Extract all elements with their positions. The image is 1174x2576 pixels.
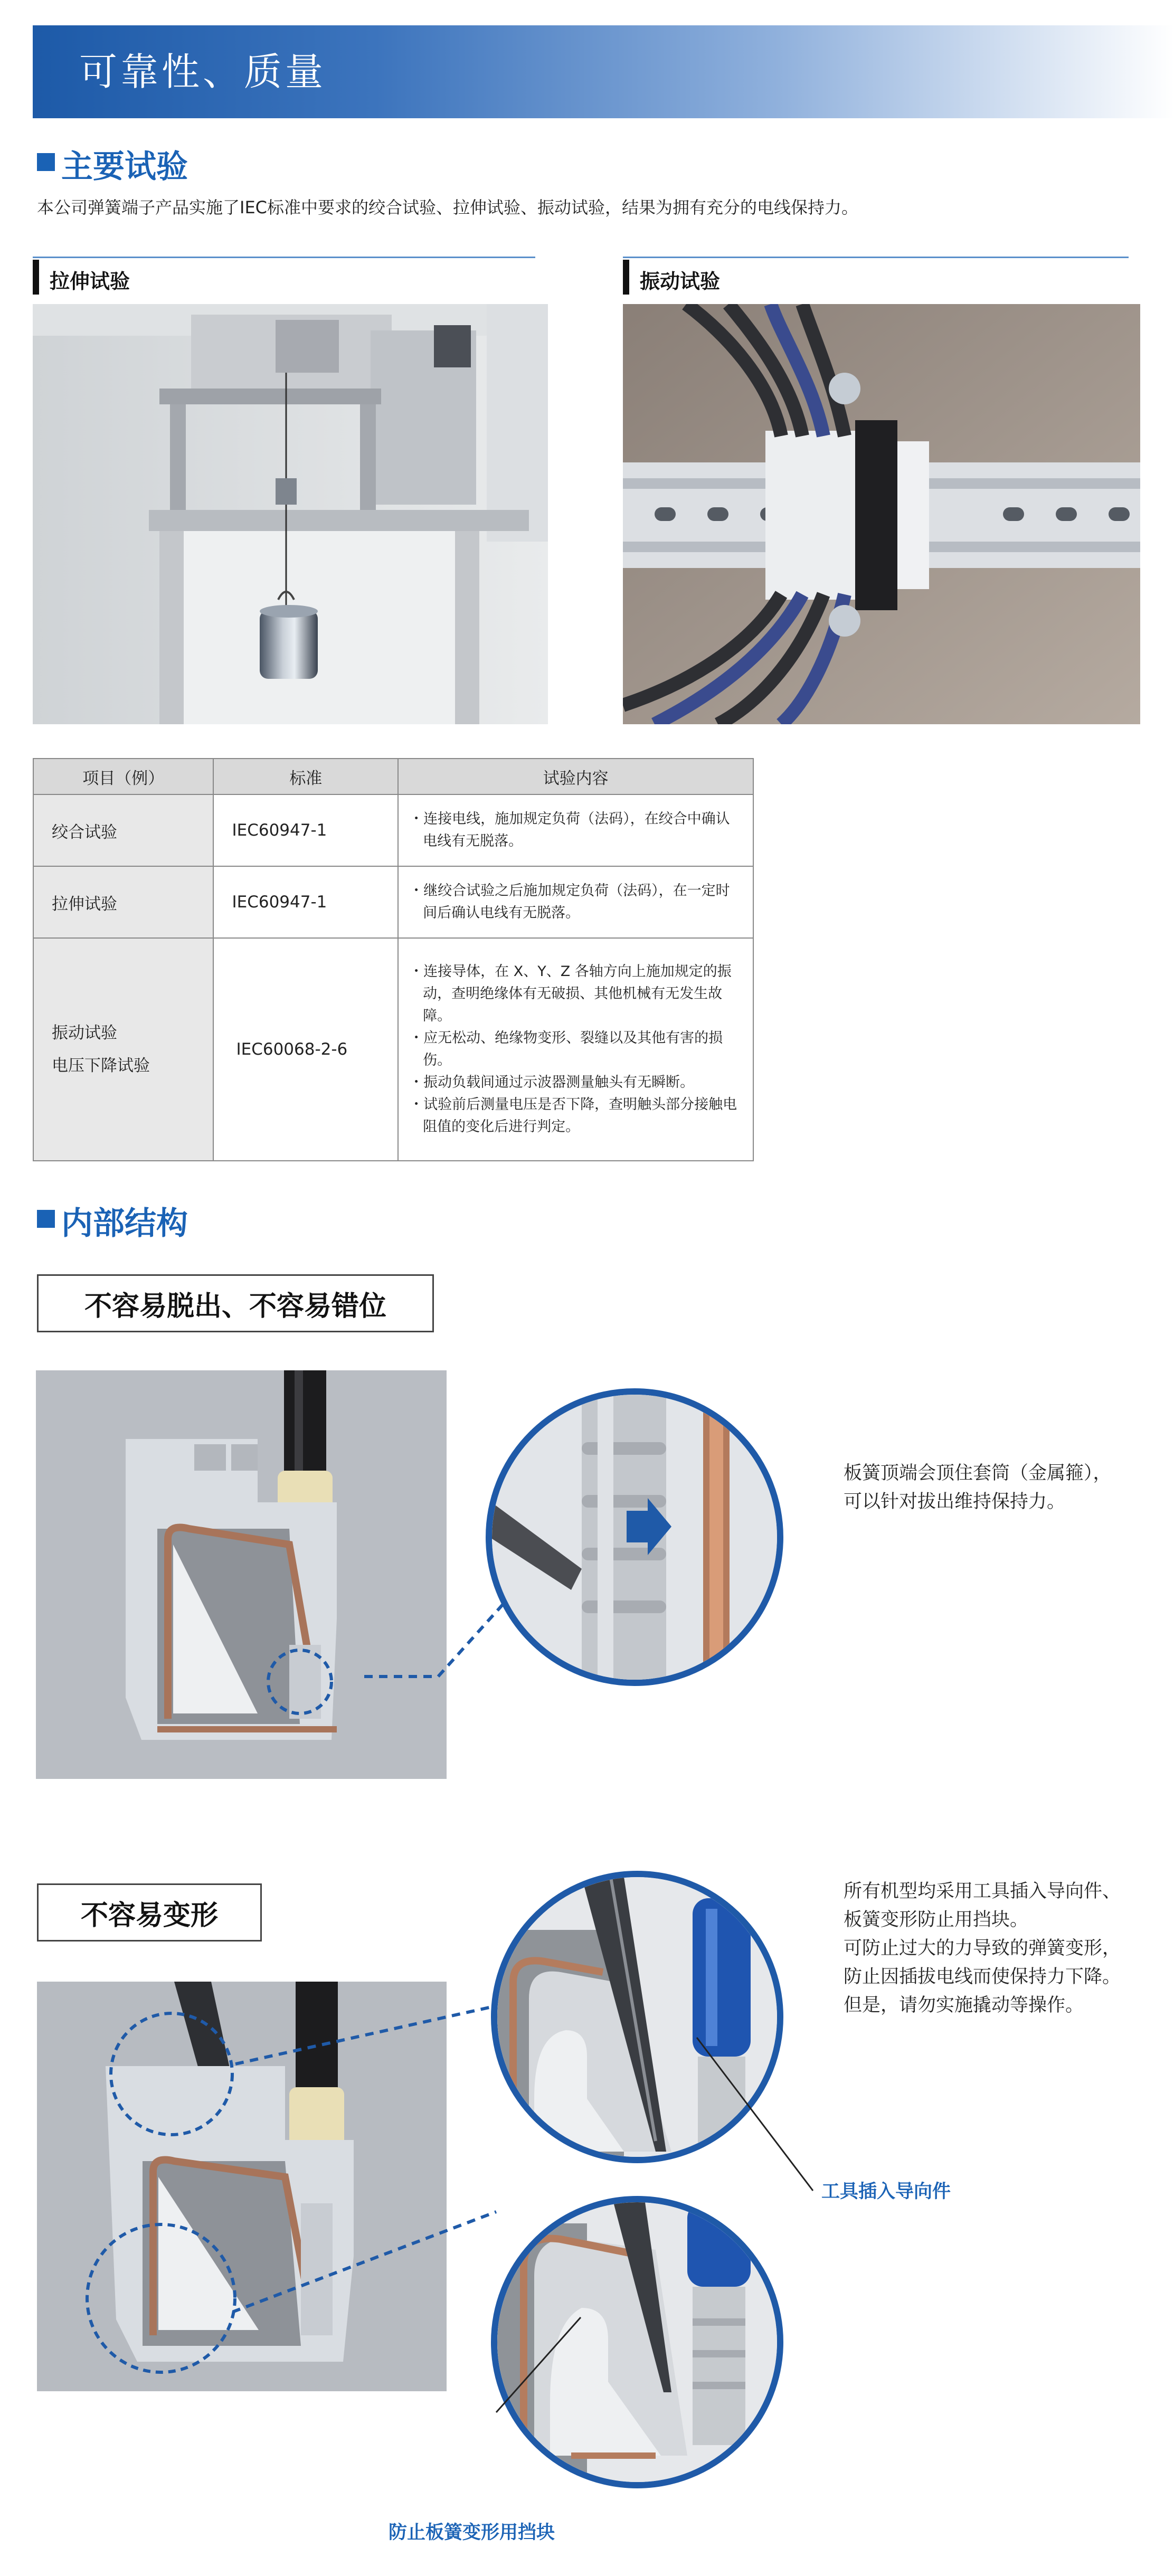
column-header-content: 试验内容 — [398, 759, 753, 794]
tensile-test-photo — [33, 304, 548, 724]
cell-item-line1: 振动试验 — [52, 1024, 117, 1043]
cell-item — [33, 938, 213, 1161]
table-row — [33, 794, 753, 866]
cell-item: 绞合试验 — [33, 794, 213, 866]
feature1-title: 不容易脱出、不容易错位 — [37, 1274, 434, 1332]
connector-lines-2 — [232, 1985, 507, 2323]
content-bullet: ・振动负载间通过示波器测量触头有无瞬断。 — [409, 1074, 695, 1091]
zoom-circle-1 — [486, 1388, 783, 1686]
table-row — [33, 938, 753, 1161]
description-line: 所有机型均采用工具插入导向件、 — [844, 1881, 1121, 1902]
vibration-test-label: 振动试验 — [640, 270, 721, 293]
divider — [33, 257, 535, 258]
description-line: 可防止过大的力导致的弹簧变形， — [844, 1938, 1121, 1959]
section-heading-tests: 主要试验 — [61, 148, 188, 185]
tensile-test-label: 拉伸试验 — [50, 270, 130, 293]
cell-standard: IEC60068-2-6 — [213, 938, 398, 1161]
subheading-marker — [33, 260, 39, 295]
cell-content — [398, 938, 753, 1161]
content-bullet: ・连接导体，在 X、Y、Z 各轴方向上施加规定的振动，查明绝缘体有无破损、其他机械有无发生故障。 — [409, 963, 732, 1024]
subheading-marker — [623, 260, 629, 295]
section-heading-structure: 内部结构 — [61, 1205, 188, 1242]
terminal-photo-1 — [36, 1370, 447, 1779]
description-line: 板簧变形防止用挡块。 — [844, 1909, 1029, 1930]
table-row — [33, 866, 753, 938]
feature2-description — [844, 1877, 1121, 2020]
description-line: 板簧顶端会顶住套筒（金属箍）， — [844, 1463, 1112, 1484]
cell-standard: IEC60947-1 — [213, 794, 398, 866]
column-header-standard: 标准 — [213, 759, 398, 794]
cell-standard: IEC60947-1 — [213, 866, 398, 938]
callout-leaders — [475, 2006, 845, 2534]
section-marker-icon — [37, 1210, 55, 1228]
callout-tool-guide: 工具插入导向件 — [821, 2181, 951, 2202]
cell-item: 拉伸试验 — [33, 866, 213, 938]
column-header-item: 项目（例） — [33, 759, 213, 794]
divider — [623, 257, 1129, 258]
content-bullet: ・试验前后测量电压是否下降，查明触头部分接触电阻值的变化后进行判定。 — [409, 1096, 737, 1135]
description-line: 可以针对拔出维持保持力。 — [844, 1491, 1066, 1512]
cell-content — [398, 794, 753, 866]
content-bullet: ・连接电线，施加规定负荷（法码），在绞合中确认电线有无脱落。 — [409, 811, 730, 849]
page-title: 可靠性、质量 — [79, 50, 327, 94]
test-table — [33, 758, 754, 1161]
section-marker-icon — [37, 153, 55, 171]
connector-line-1 — [364, 1578, 517, 1684]
vibration-test-photo — [623, 304, 1140, 724]
feature2-title: 不容易变形 — [37, 1883, 262, 1942]
feature1-description — [844, 1459, 1112, 1516]
cell-item-line2: 电压下降试验 — [52, 1056, 150, 1075]
cell-content — [398, 866, 753, 938]
description-line: 但是，请勿实施撬动等操作。 — [844, 1995, 1084, 2016]
tests-intro: 本公司弹簧端子产品实施了IEC标准中要求的绞合试验、拉伸试验、振动试验，结果为拥有充分的电线保持力。 — [37, 197, 859, 217]
table-header-row — [33, 759, 753, 794]
content-bullet: ・应无松动、绝缘物变形、裂缝以及其他有害的损伤。 — [409, 1030, 723, 1068]
content-bullet: ・继绞合试验之后施加规定负荷（法码），在一定时间后确认电线有无脱落。 — [409, 883, 730, 921]
description-line: 防止因插拔电线而使保持力下降。 — [844, 1966, 1121, 1987]
callout-anti-deform-stop: 防止板簧变形用挡块 — [389, 2522, 555, 2543]
